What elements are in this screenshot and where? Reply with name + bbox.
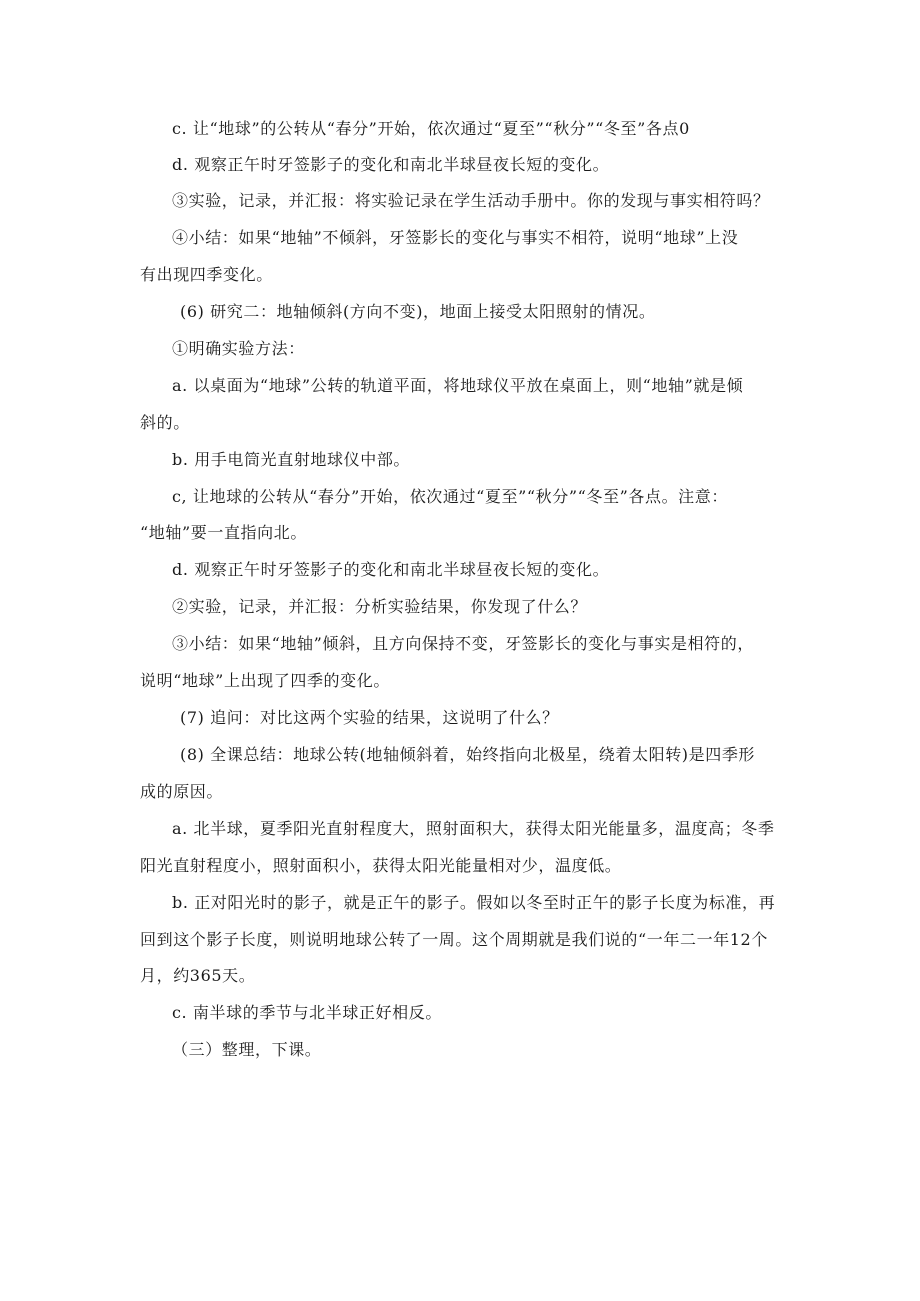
paragraph-line: 说明“地球”上出现了四季的变化。: [140, 671, 390, 690]
paragraph-line: ②实验，记录，并汇报：分析实验结果，你发现了什么？: [172, 597, 588, 616]
paragraph-line: 月，约365天。: [140, 966, 256, 985]
paragraph-line: 有出现四季变化。: [140, 265, 273, 284]
paragraph-line: ④小结：如果“地轴”不倾斜，牙签影长的变化与事实不相符，说明“地球”上没: [172, 228, 739, 247]
paragraph-line: ③小结：如果“地轴”倾斜，且方向保持不变，牙签影长的变化与事实是相符的，: [172, 634, 754, 653]
paragraph-line: 阳光直射程度小，照射面积小，获得太阳光能量相对少，温度低。: [140, 856, 622, 875]
paragraph-line: c. 南半球的季节与北半球正好相反。: [172, 1003, 442, 1022]
section-heading: (6) 研究二：地轴倾斜(方向不变)，地面上接受太阳照射的情况。: [180, 302, 656, 321]
paragraph-line: a. 北半球，夏季阳光直射程度大，照射面积大，获得太阳光能量多，温度高；冬季: [172, 819, 775, 838]
section-heading: (7) 追问：对比这两个实验的结果，这说明了什么？: [180, 708, 559, 727]
paragraph-line: a. 以桌面为“地球”公转的轨道平面，将地球仪平放在桌面上，则“地轴”就是倾: [172, 376, 744, 395]
paragraph-line: b. 正对阳光时的影子，就是正午的影子。假如以冬至时正午的影子长度为标准，再: [172, 893, 776, 912]
paragraph-line: 斜的。: [140, 413, 190, 432]
paragraph-line: “地轴”要一直指向北。: [140, 523, 307, 542]
section-heading: (8) 全课总结：地球公转(地轴倾斜着，始终指向北极星，绕着太阳转)是四季形: [180, 745, 756, 764]
paragraph-line: 成的原因。: [140, 782, 224, 801]
paragraph-line: c. 让“地球”的公转从“春分”开始，依次通过“夏至”“秋分”“冬至”各点0: [172, 119, 690, 138]
paragraph-line: d. 观察正午时牙签影子的变化和南北半球昼夜长短的变化。: [172, 155, 610, 174]
paragraph-line: d. 观察正午时牙签影子的变化和南北半球昼夜长短的变化。: [172, 560, 610, 579]
paragraph-line: ①明确实验方法：: [172, 339, 305, 358]
paragraph-line: b. 用手电筒光直射地球仪中部。: [172, 450, 411, 469]
paragraph-line: 回到这个影子长度，则说明地球公转了一周。这个周期就是我们说的“一年二一年12个: [140, 930, 768, 949]
paragraph-line: c, 让地球的公转从“春分”开始，依次通过“夏至”“秋分”“冬至”各点。注意：: [172, 487, 728, 506]
paragraph-line: ③实验，记录，并汇报：将实验记录在学生活动手册中。你的发现与事实相符吗？: [172, 191, 770, 210]
section-heading: （三）整理，下课。: [172, 1040, 322, 1059]
